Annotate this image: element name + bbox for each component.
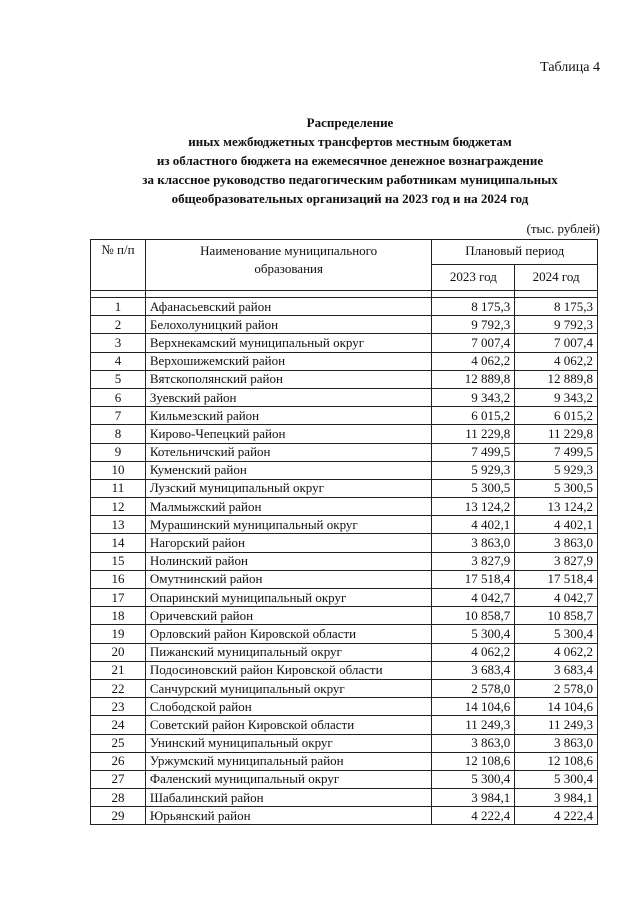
municipality-name: Белохолуницкий район (145, 316, 432, 334)
value-2023: 11 229,8 (432, 425, 515, 443)
municipality-name: Мурашинский муниципальный округ (145, 516, 432, 534)
value-2024: 5 300,4 (515, 625, 598, 643)
municipality-name: Зуевский район (145, 388, 432, 406)
row-number: 16 (91, 570, 146, 588)
municipality-name: Орловский район Кировской области (145, 625, 432, 643)
spacer-cell (515, 291, 598, 298)
table-row (91, 589, 598, 607)
value-2024: 9 792,3 (515, 316, 598, 334)
municipality-name: Пижанский муниципальный округ (145, 643, 432, 661)
table-row (91, 679, 598, 697)
header-planning-period: Плановый период (432, 240, 598, 265)
table-row (91, 752, 598, 770)
table-row (91, 516, 598, 534)
municipality-name: Унинский муниципальный округ (145, 734, 432, 752)
value-2024: 9 343,2 (515, 388, 598, 406)
value-2023: 5 300,4 (432, 770, 515, 788)
table-row (91, 461, 598, 479)
value-2024: 3 984,1 (515, 789, 598, 807)
value-2023: 4 402,1 (432, 516, 515, 534)
municipality-name: Кирово-Чепецкий район (145, 425, 432, 443)
row-number: 11 (91, 479, 146, 497)
value-2023: 9 343,2 (432, 388, 515, 406)
value-2023: 12 108,6 (432, 752, 515, 770)
municipality-name: Куменский район (145, 461, 432, 479)
municipality-name: Нагорский район (145, 534, 432, 552)
value-2023: 5 300,4 (432, 625, 515, 643)
value-2024: 2 578,0 (515, 679, 598, 697)
table-row (91, 298, 598, 316)
table-row (91, 807, 598, 825)
row-number: 10 (91, 461, 146, 479)
row-number: 25 (91, 734, 146, 752)
value-2024: 4 062,2 (515, 643, 598, 661)
table-row (91, 534, 598, 552)
value-2023: 4 062,2 (432, 643, 515, 661)
value-2024: 4 042,7 (515, 589, 598, 607)
row-number: 17 (91, 589, 146, 607)
value-2023: 4 042,7 (432, 589, 515, 607)
table-row (91, 425, 598, 443)
municipality-name: Нолинский район (145, 552, 432, 570)
value-2023: 14 104,6 (432, 698, 515, 716)
municipality-name: Верхнекамский муниципальный округ (145, 334, 432, 352)
header-year-2024: 2024 год (515, 265, 598, 291)
row-number: 15 (91, 552, 146, 570)
row-number: 27 (91, 770, 146, 788)
header-year-2023: 2023 год (432, 265, 515, 291)
municipality-name: Верхошижемский район (145, 352, 432, 370)
table-row (91, 388, 598, 406)
table-row (91, 789, 598, 807)
value-2024: 4 402,1 (515, 516, 598, 534)
value-2023: 4 062,2 (432, 352, 515, 370)
table-body (91, 298, 598, 825)
municipality-name: Подосиновский район Кировской области (145, 661, 432, 679)
row-number: 14 (91, 534, 146, 552)
table-row (91, 570, 598, 588)
row-number: 13 (91, 516, 146, 534)
table-row (91, 334, 598, 352)
value-2023: 5 929,3 (432, 461, 515, 479)
municipality-name: Оричевский район (145, 607, 432, 625)
table-row (91, 316, 598, 334)
value-2024: 5 300,4 (515, 770, 598, 788)
value-2024: 11 249,3 (515, 716, 598, 734)
row-number: 4 (91, 352, 146, 370)
table-row (91, 643, 598, 661)
value-2024: 3 863,0 (515, 734, 598, 752)
value-2023: 3 863,0 (432, 534, 515, 552)
value-2023: 12 889,8 (432, 370, 515, 388)
row-number: 21 (91, 661, 146, 679)
value-2024: 4 062,2 (515, 352, 598, 370)
municipality-name: Шабалинский район (145, 789, 432, 807)
row-number: 3 (91, 334, 146, 352)
municipality-name: Кильмезский район (145, 407, 432, 425)
value-2024: 12 889,8 (515, 370, 598, 388)
header-number: № п/п (91, 240, 146, 291)
row-number: 2 (91, 316, 146, 334)
row-number: 8 (91, 425, 146, 443)
table-row (91, 370, 598, 388)
municipality-name: Санчурский муниципальный округ (145, 679, 432, 697)
table-row (91, 479, 598, 497)
value-2024: 7 007,4 (515, 334, 598, 352)
spacer-cell (145, 291, 432, 298)
row-number: 5 (91, 370, 146, 388)
row-number: 28 (91, 789, 146, 807)
distribution-table (90, 239, 598, 825)
municipality-name: Слободской район (145, 698, 432, 716)
row-number: 20 (91, 643, 146, 661)
table-row (91, 607, 598, 625)
value-2023: 7 007,4 (432, 334, 515, 352)
table-row (91, 698, 598, 716)
table-row (91, 734, 598, 752)
title-line: общеобразовательных организаций на 2023 год и на 2024 год (171, 191, 529, 206)
table-row (91, 352, 598, 370)
row-number: 6 (91, 388, 146, 406)
municipality-name: Опаринский муниципальный округ (145, 589, 432, 607)
row-number: 19 (91, 625, 146, 643)
value-2024: 8 175,3 (515, 298, 598, 316)
value-2024: 13 124,2 (515, 498, 598, 516)
units-label: (тыс. рублей) (526, 221, 600, 236)
value-2024: 3 827,9 (515, 552, 598, 570)
table-row (91, 407, 598, 425)
value-2024: 7 499,5 (515, 443, 598, 461)
municipality-name: Котельничский район (145, 443, 432, 461)
value-2023: 17 518,4 (432, 570, 515, 588)
table-row (91, 443, 598, 461)
table-row (91, 552, 598, 570)
table-row (91, 498, 598, 516)
row-number: 12 (91, 498, 146, 516)
value-2024: 11 229,8 (515, 425, 598, 443)
row-number: 24 (91, 716, 146, 734)
document-title (60, 113, 632, 208)
value-2023: 7 499,5 (432, 443, 515, 461)
row-number: 26 (91, 752, 146, 770)
value-2023: 8 175,3 (432, 298, 515, 316)
municipality-name: Советский район Кировской области (145, 716, 432, 734)
table-row (91, 625, 598, 643)
title-line: иных межбюджетных трансфертов местным бюджетам (188, 134, 512, 149)
value-2024: 5 300,5 (515, 479, 598, 497)
row-number: 1 (91, 298, 146, 316)
value-2023: 4 222,4 (432, 807, 515, 825)
title-line: из областного бюджета на ежемесячное денежное вознаграждение (156, 153, 544, 168)
spacer-cell (91, 291, 146, 298)
value-2024: 5 929,3 (515, 461, 598, 479)
header-municipality (145, 240, 432, 291)
value-2023: 5 300,5 (432, 479, 515, 497)
row-number: 18 (91, 607, 146, 625)
municipality-name: Омутнинский район (145, 570, 432, 588)
municipality-name: Малмыжский район (145, 498, 432, 516)
municipality-name: Лузский муниципальный округ (145, 479, 432, 497)
value-2024: 10 858,7 (515, 607, 598, 625)
value-2024: 4 222,4 (515, 807, 598, 825)
row-number: 29 (91, 807, 146, 825)
municipality-name: Вятскополянский район (145, 370, 432, 388)
title-line: за классное руководство педагогическим работникам муниципальных (142, 172, 558, 187)
value-2023: 11 249,3 (432, 716, 515, 734)
row-number: 7 (91, 407, 146, 425)
value-2024: 17 518,4 (515, 570, 598, 588)
value-2023: 3 984,1 (432, 789, 515, 807)
value-2023: 9 792,3 (432, 316, 515, 334)
value-2023: 2 578,0 (432, 679, 515, 697)
row-number: 22 (91, 679, 146, 697)
title-line: Распределение (306, 115, 394, 130)
value-2023: 10 858,7 (432, 607, 515, 625)
table-row (91, 661, 598, 679)
value-2023: 3 827,9 (432, 552, 515, 570)
municipality-name: Фаленский муниципальный округ (145, 770, 432, 788)
table-row (91, 770, 598, 788)
table-number-label: Таблица 4 (540, 60, 600, 75)
municipality-name: Уржумский муниципальный район (145, 752, 432, 770)
value-2023: 3 863,0 (432, 734, 515, 752)
value-2024: 14 104,6 (515, 698, 598, 716)
municipality-name: Юрьянский район (145, 807, 432, 825)
value-2024: 12 108,6 (515, 752, 598, 770)
value-2024: 3 683,4 (515, 661, 598, 679)
header-municipality-text: Наименование муниципального образования (200, 243, 378, 276)
value-2023: 13 124,2 (432, 498, 515, 516)
row-number: 9 (91, 443, 146, 461)
value-2023: 3 683,4 (432, 661, 515, 679)
table-row (91, 716, 598, 734)
value-2023: 6 015,2 (432, 407, 515, 425)
municipality-name: Афанасьевский район (145, 298, 432, 316)
value-2024: 3 863,0 (515, 534, 598, 552)
value-2024: 6 015,2 (515, 407, 598, 425)
spacer-cell (432, 291, 515, 298)
row-number: 23 (91, 698, 146, 716)
